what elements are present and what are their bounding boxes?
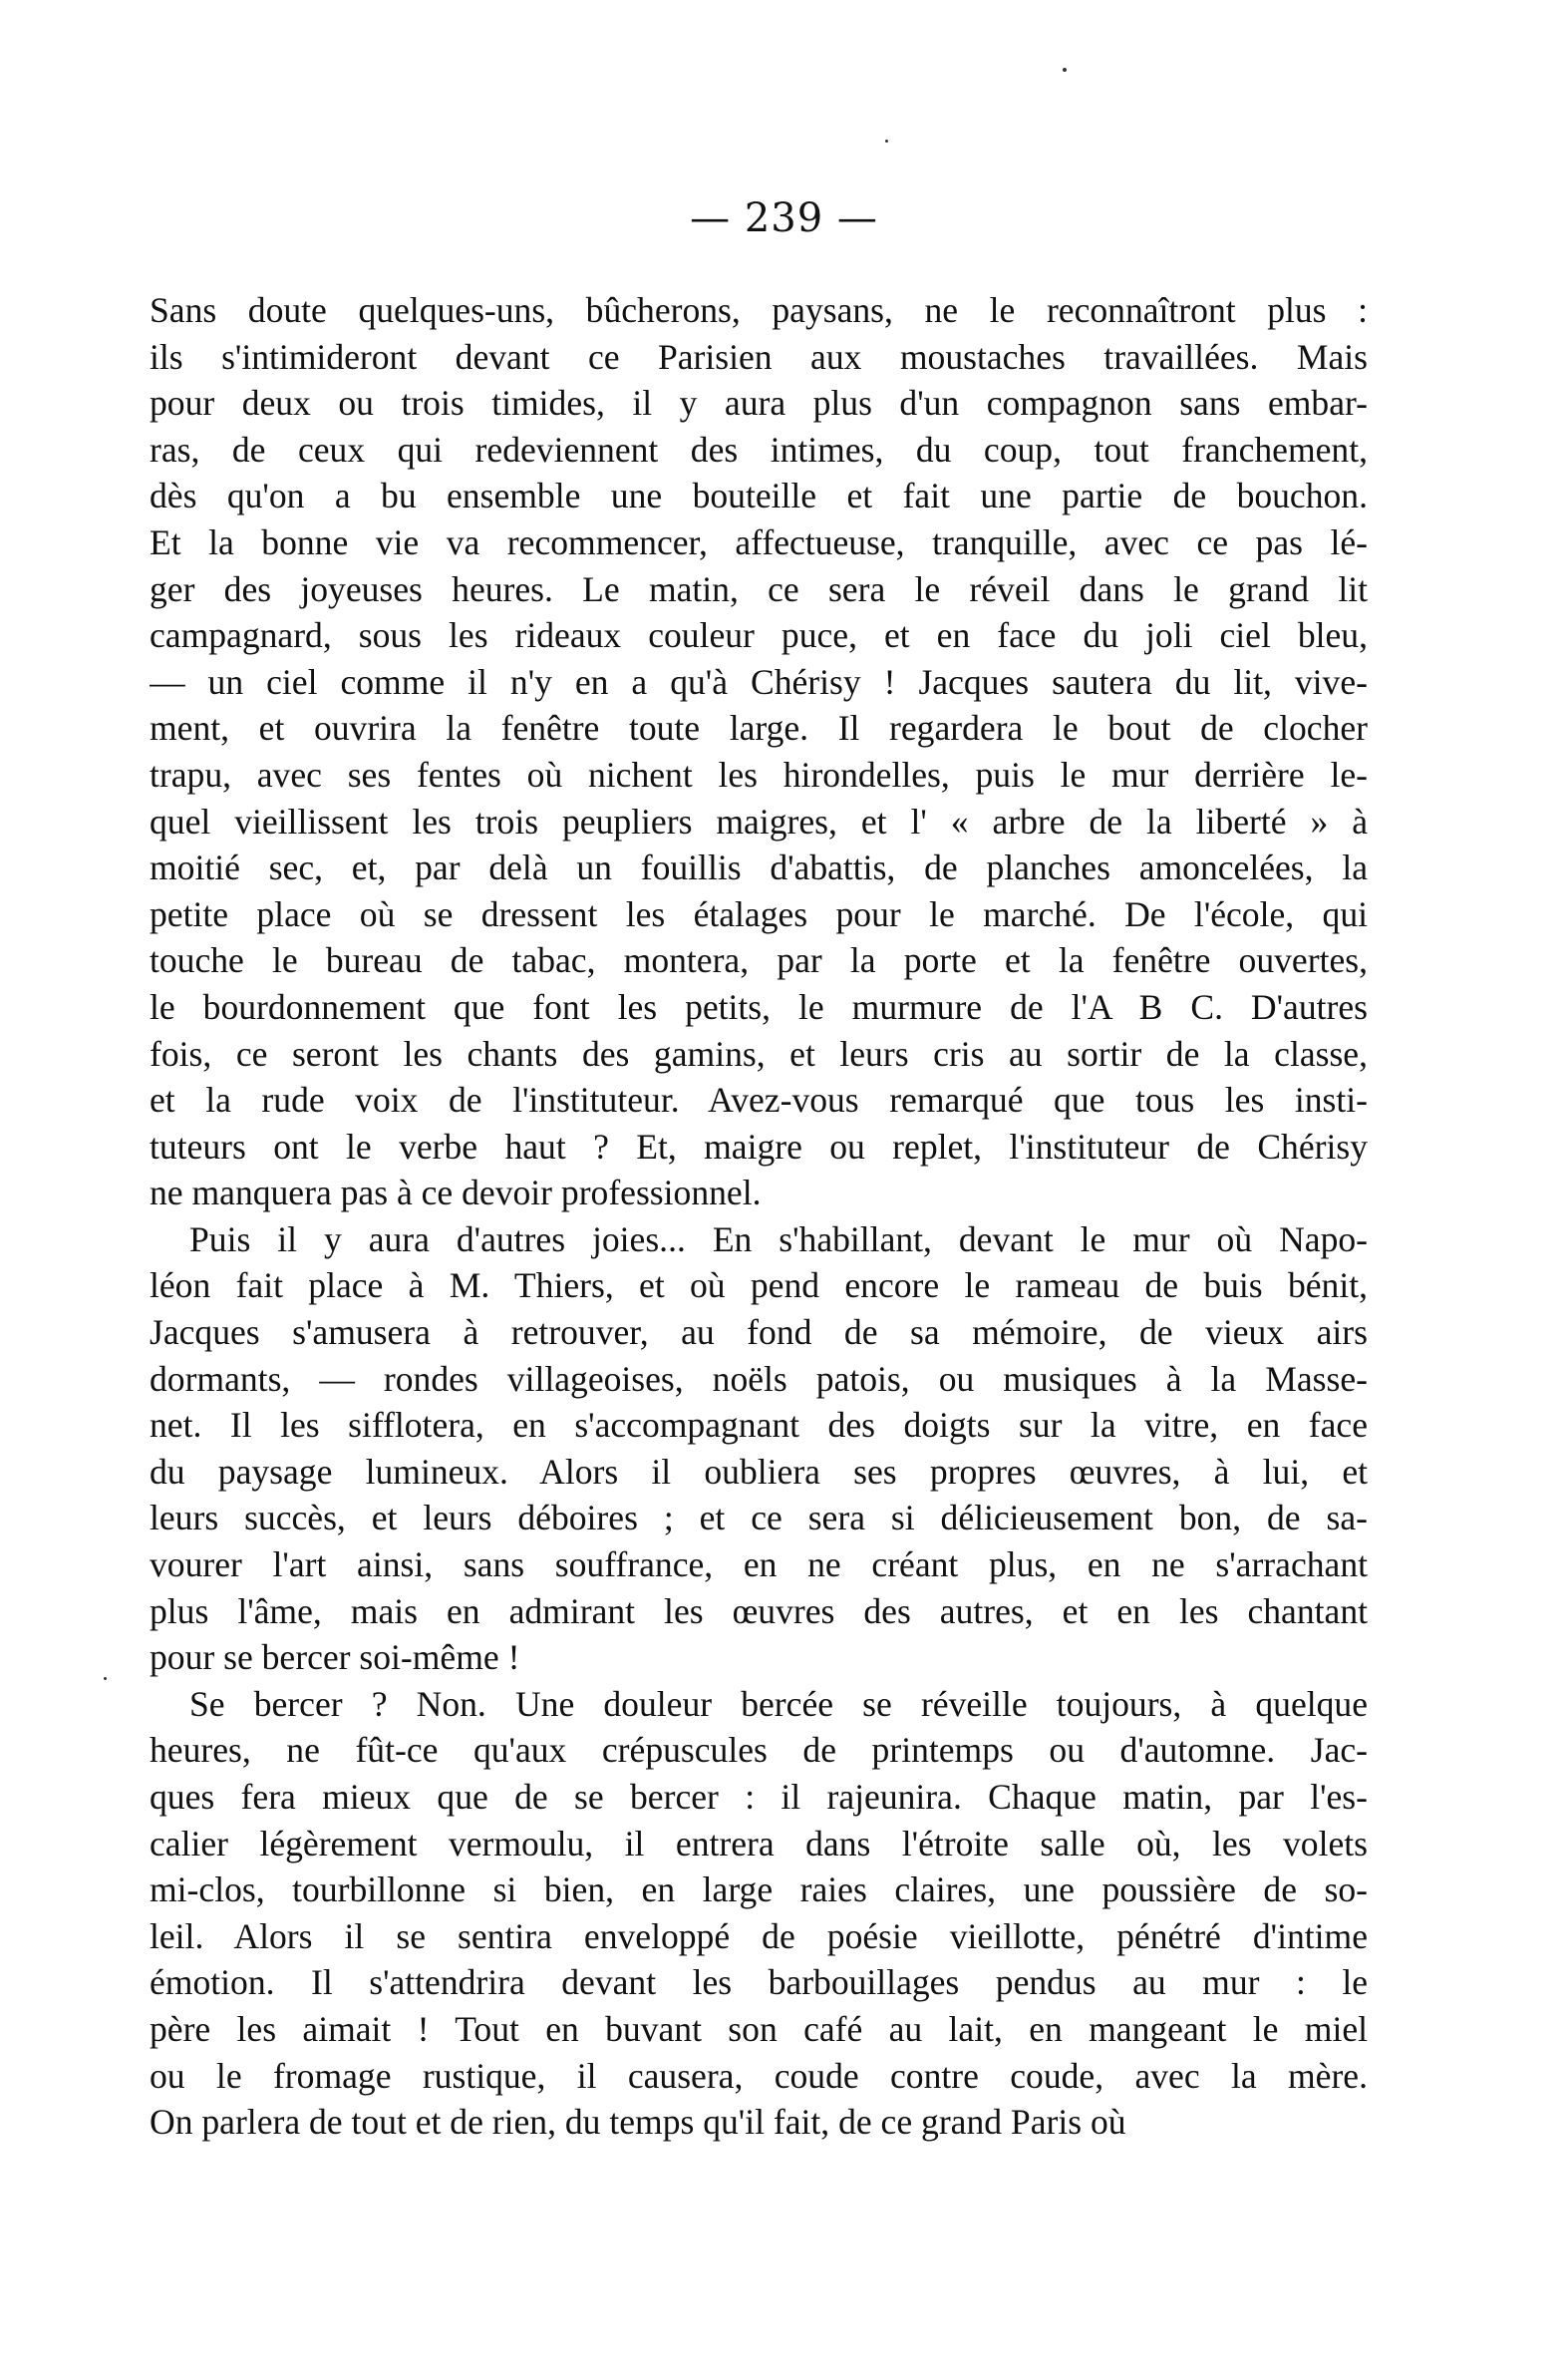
paragraph	[150, 287, 1368, 1216]
text-line: fois, ce seront les chants des gamins, et leurs cris au sortir de la classe,	[150, 1033, 1368, 1074]
text-line: ques fera mieux que de se bercer : il rajeunira. Chaque matin, par l'es-	[150, 1777, 1368, 1817]
text-line: pour deux ou trois timides, il y aura plus d'un compagnon sans embar-	[150, 383, 1368, 424]
text-line: ras, de ceux qui redeviennent des intimes, du coup, tout franchement,	[150, 429, 1368, 470]
text-line: ils s'intimideront devant ce Parisien aux moustaches travaillées. Mais	[150, 336, 1368, 377]
text-line: leil. Alors il se sentira enveloppé de poésie vieillotte, pénétré d'intime	[150, 1915, 1368, 1956]
text-line: petite place où se dressent les étalages pour le marché. De l'école, qui	[150, 893, 1368, 934]
text-line: le bourdonnement que font les petits, le murmure de l'A B C. D'autres	[150, 986, 1368, 1027]
text-line: net. Il les sifflotera, en s'accompagnant des doigts sur la vitre, en face	[150, 1405, 1368, 1446]
text-line: Se bercer ? Non. Une douleur bercée se réveille toujours, à quelque	[189, 1683, 1368, 1724]
text-line: Jacques s'amusera à retrouver, au fond de sa mémoire, de vieux airs	[150, 1312, 1368, 1353]
paragraph	[150, 1681, 1368, 2146]
print-speck	[104, 1677, 107, 1680]
text-line: touche le bureau de tabac, montera, par la porte et la fenêtre ouvertes,	[150, 940, 1368, 981]
text-line: mi-clos, tourbillonne si bien, en large raies claires, une poussière de so-	[150, 1869, 1368, 1910]
text-line: émotion. Il s'attendrira devant les barbouillages pendus au mur : le	[150, 1962, 1368, 2003]
text-line: Et la bonne vie va recommencer, affectueuse, tranquille, avec ce pas lé-	[150, 521, 1368, 562]
text-line: léon fait place à M. Thiers, et où pend encore le rameau de buis bénit,	[150, 1265, 1368, 1306]
text-line: On parlera de tout et de rien, du temps qu'il fait, de ce grand Paris où	[150, 2102, 1126, 2143]
text-line: ou le fromage rustique, il causera, coude contre coude, avec la mère.	[150, 2055, 1368, 2096]
text-line: dormants, — rondes villageoises, noëls patois, ou musiques à la Masse-	[150, 1358, 1368, 1399]
print-speck	[1063, 68, 1067, 72]
text-line: et la rude voix de l'instituteur. Avez-vous remarqué que tous les insti-	[150, 1080, 1368, 1121]
text-line: campagnard, sous les rideaux couleur puce, et en face du joli ciel bleu,	[150, 615, 1368, 656]
text-line: Sans doute quelques-uns, bûcherons, paysans, ne le reconnaîtront plus :	[150, 290, 1368, 330]
text-line: ger des joyeuses heures. Le matin, ce sera le réveil dans le grand lit	[150, 568, 1368, 609]
text-line: dès qu'on a bu ensemble une bouteille et fait une partie de bouchon.	[150, 476, 1368, 516]
text-line: père les aimait ! Tout en buvant son café au lait, en mangeant le miel	[150, 2008, 1368, 2049]
text-line: du paysage lumineux. Alors il oubliera ses propres œuvres, à lui, et	[150, 1451, 1368, 1492]
text-line: Puis il y aura d'autres joies... En s'habillant, devant le mur où Napo-	[189, 1218, 1368, 1259]
text-line: calier légèrement vermoulu, il entrera dans l'étroite salle où, les volets	[150, 1823, 1368, 1864]
text-line: quel vieillissent les trois peupliers maigres, et l' « arbre de la liberté » à	[150, 801, 1368, 842]
text-line: ne manquera pas à ce devoir professionnel.	[150, 1173, 762, 1213]
text-line: tuteurs ont le verbe haut ? Et, maigre ou replet, l'instituteur de Chérisy	[150, 1126, 1368, 1167]
paragraph	[150, 1216, 1368, 1681]
text-line: ment, et ouvrira la fenêtre toute large. Il regardera le bout de clocher	[150, 708, 1368, 749]
text-line: moitié sec, et, par delà un fouillis d'abattis, de planches amoncelées, la	[150, 848, 1368, 888]
print-speck	[885, 140, 888, 143]
text-line: plus l'âme, mais en admirant les œuvres des autres, et en les chantant	[150, 1590, 1368, 1631]
page-number: — 239 —	[690, 195, 878, 241]
text-line: — un ciel comme il n'y en a qu'à Chérisy ! Jacques sautera du lit, vive-	[150, 661, 1368, 702]
text-line: heures, ne fût-ce qu'aux crépuscules de printemps ou d'automne. Jac-	[150, 1730, 1368, 1771]
text-line: trapu, avec ses fentes où nichent les hirondelles, puis le mur derrière le-	[150, 754, 1368, 795]
text-line: pour se bercer soi-même !	[150, 1637, 520, 1678]
text-line: leurs succès, et leurs déboires ; et ce sera si délicieusement bon, de sa-	[150, 1498, 1368, 1538]
body-text	[150, 287, 1368, 2146]
text-line: vourer l'art ainsi, sans souffrance, en ne créant plus, en ne s'arrachant	[150, 1544, 1368, 1585]
